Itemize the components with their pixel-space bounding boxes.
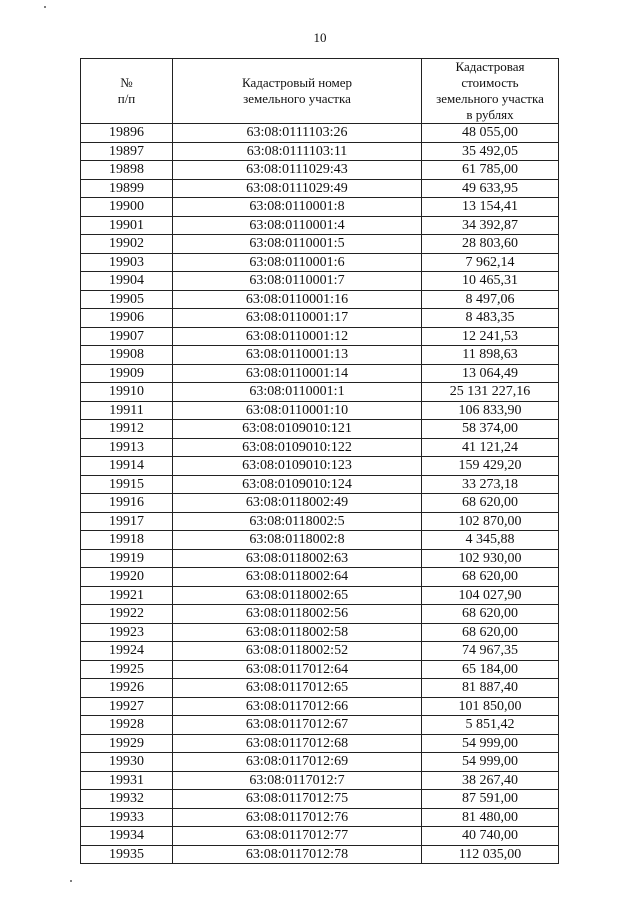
cadastral-value-cell: 33 273,18 <box>422 475 559 494</box>
cadastral-number-cell: 63:08:0110001:14 <box>173 364 422 383</box>
cadastral-number-cell: 63:08:0118002:49 <box>173 494 422 513</box>
table-row <box>81 494 559 513</box>
row-number-cell: 19930 <box>81 753 173 772</box>
table-row <box>81 660 559 679</box>
table-row <box>81 679 559 698</box>
table-row <box>81 272 559 291</box>
cadastral-number-cell: 63:08:0109010:123 <box>173 457 422 476</box>
row-number-cell: 19908 <box>81 346 173 365</box>
table-row <box>81 475 559 494</box>
row-number-cell: 19905 <box>81 290 173 309</box>
row-number-cell: 19935 <box>81 845 173 864</box>
cadastral-value-cell: 13 154,41 <box>422 198 559 217</box>
table-row <box>81 512 559 531</box>
table-row <box>81 808 559 827</box>
cadastral-number-cell: 63:08:0117012:66 <box>173 697 422 716</box>
table-row <box>81 697 559 716</box>
row-number-cell: 19925 <box>81 660 173 679</box>
cadastral-number-cell: 63:08:0110001:4 <box>173 216 422 235</box>
cadastral-number-cell: 63:08:0118002:56 <box>173 605 422 624</box>
cadastral-number-cell: 63:08:0117012:76 <box>173 808 422 827</box>
cadastral-value-cell: 104 027,90 <box>422 586 559 605</box>
cadastral-value-cell: 8 497,06 <box>422 290 559 309</box>
table-row <box>81 253 559 272</box>
row-number-cell: 19906 <box>81 309 173 328</box>
cadastral-number-cell: 63:08:0117012:64 <box>173 660 422 679</box>
table-row <box>81 568 559 587</box>
table-row <box>81 383 559 402</box>
row-number-cell: 19897 <box>81 142 173 161</box>
cadastral-value-cell: 10 465,31 <box>422 272 559 291</box>
cadastral-number-cell: 63:08:0111029:43 <box>173 161 422 180</box>
row-number-cell: 19920 <box>81 568 173 587</box>
table-row <box>81 457 559 476</box>
table-row <box>81 549 559 568</box>
cadastral-number-cell: 63:08:0118002:52 <box>173 642 422 661</box>
row-number-cell: 19898 <box>81 161 173 180</box>
table-row <box>81 235 559 254</box>
row-number-cell: 19927 <box>81 697 173 716</box>
cadastral-number-cell: 63:08:0109010:124 <box>173 475 422 494</box>
table-row <box>81 605 559 624</box>
table-row <box>81 734 559 753</box>
cadastral-value-cell: 54 999,00 <box>422 753 559 772</box>
cadastral-value-cell: 112 035,00 <box>422 845 559 864</box>
header-line: № <box>120 75 133 90</box>
cadastral-value-cell: 5 851,42 <box>422 716 559 735</box>
cadastral-number-cell: 63:08:0117012:65 <box>173 679 422 698</box>
row-number-cell: 19900 <box>81 198 173 217</box>
row-number-cell: 19901 <box>81 216 173 235</box>
table-row <box>81 401 559 420</box>
header-row-number <box>81 59 173 124</box>
cadastral-number-cell: 63:08:0118002:58 <box>173 623 422 642</box>
row-number-cell: 19931 <box>81 771 173 790</box>
row-number-cell: 19907 <box>81 327 173 346</box>
table-row <box>81 198 559 217</box>
row-number-cell: 19903 <box>81 253 173 272</box>
cadastral-value-cell: 58 374,00 <box>422 420 559 439</box>
row-number-cell: 19912 <box>81 420 173 439</box>
row-number-cell: 19924 <box>81 642 173 661</box>
cadastral-number-cell: 63:08:0109010:121 <box>173 420 422 439</box>
row-number-cell: 19914 <box>81 457 173 476</box>
cadastral-value-cell: 81 887,40 <box>422 679 559 698</box>
cadastral-number-cell: 63:08:0110001:17 <box>173 309 422 328</box>
cadastral-number-cell: 63:08:0118002:64 <box>173 568 422 587</box>
cadastral-value-cell: 40 740,00 <box>422 827 559 846</box>
row-number-cell: 19918 <box>81 531 173 550</box>
cadastral-number-cell: 63:08:0117012:67 <box>173 716 422 735</box>
row-number-cell: 19904 <box>81 272 173 291</box>
table-row <box>81 642 559 661</box>
table-row <box>81 420 559 439</box>
cadastral-value-cell: 34 392,87 <box>422 216 559 235</box>
header-line: Кадастровый номер <box>241 75 353 90</box>
cadastral-value-cell: 35 492,05 <box>422 142 559 161</box>
cadastral-number-cell: 63:08:0110001:16 <box>173 290 422 309</box>
cadastral-number-cell: 63:08:0110001:12 <box>173 327 422 346</box>
cadastral-number-cell: 63:08:0110001:1 <box>173 383 422 402</box>
row-number-cell: 19899 <box>81 179 173 198</box>
cadastral-value-cell: 106 833,90 <box>422 401 559 420</box>
row-number-cell: 19923 <box>81 623 173 642</box>
cadastral-value-cell: 68 620,00 <box>422 623 559 642</box>
header-line: земельного участка <box>436 91 544 106</box>
table-row <box>81 753 559 772</box>
cadastral-number-cell: 63:08:0118002:8 <box>173 531 422 550</box>
row-number-cell: 19929 <box>81 734 173 753</box>
cadastral-number-cell: 63:08:0111103:11 <box>173 142 422 161</box>
cadastral-value-cell: 74 967,35 <box>422 642 559 661</box>
cadastral-number-cell: 63:08:0118002:63 <box>173 549 422 568</box>
cadastral-value-cell: 68 620,00 <box>422 568 559 587</box>
table-row <box>81 623 559 642</box>
table-row <box>81 179 559 198</box>
row-number-cell: 19915 <box>81 475 173 494</box>
cadastral-number-cell: 63:08:0118002:5 <box>173 512 422 531</box>
cadastral-value-cell: 54 999,00 <box>422 734 559 753</box>
cadastral-value-cell: 11 898,63 <box>422 346 559 365</box>
cadastral-value-cell: 101 850,00 <box>422 697 559 716</box>
row-number-cell: 19911 <box>81 401 173 420</box>
header-line: Кадастровая стоимость <box>455 59 525 90</box>
cadastral-value-cell: 61 785,00 <box>422 161 559 180</box>
table-row <box>81 438 559 457</box>
cadastral-number-cell: 63:08:0109010:122 <box>173 438 422 457</box>
row-number-cell: 19919 <box>81 549 173 568</box>
cadastral-number-cell: 63:08:0110001:7 <box>173 272 422 291</box>
table-row <box>81 290 559 309</box>
header-line: земельного участка <box>243 91 351 106</box>
cadastral-number-cell: 63:08:0117012:75 <box>173 790 422 809</box>
row-number-cell: 19916 <box>81 494 173 513</box>
table-row <box>81 161 559 180</box>
cadastral-value-cell: 65 184,00 <box>422 660 559 679</box>
row-number-cell: 19934 <box>81 827 173 846</box>
row-number-cell: 19932 <box>81 790 173 809</box>
cadastral-value-cell: 25 131 227,16 <box>422 383 559 402</box>
row-number-cell: 19909 <box>81 364 173 383</box>
row-number-cell: 19926 <box>81 679 173 698</box>
table-row <box>81 124 559 143</box>
table-row <box>81 771 559 790</box>
table-row <box>81 327 559 346</box>
header-line: в рублях <box>466 107 514 122</box>
cadastral-number-cell: 63:08:0110001:8 <box>173 198 422 217</box>
table-row <box>81 845 559 864</box>
header-line: п/п <box>117 91 136 106</box>
cadastral-value-cell: 102 930,00 <box>422 549 559 568</box>
table-row <box>81 142 559 161</box>
table-row <box>81 790 559 809</box>
cadastral-value-cell: 87 591,00 <box>422 790 559 809</box>
row-number-cell: 19910 <box>81 383 173 402</box>
cadastral-value-cell: 7 962,14 <box>422 253 559 272</box>
cadastral-value-cell: 159 429,20 <box>422 457 559 476</box>
cadastral-value-cell: 49 633,95 <box>422 179 559 198</box>
page-number: 10 <box>313 30 327 45</box>
cadastral-number-cell: 63:08:0110001:10 <box>173 401 422 420</box>
row-number-cell: 19917 <box>81 512 173 531</box>
row-number-cell: 19928 <box>81 716 173 735</box>
cadastral-value-cell: 48 055,00 <box>422 124 559 143</box>
header-cadastral-value <box>422 59 559 124</box>
cadastral-value-cell: 68 620,00 <box>422 494 559 513</box>
cadastral-number-cell: 63:08:0111103:26 <box>173 124 422 143</box>
cadastral-number-cell: 63:08:0117012:68 <box>173 734 422 753</box>
row-number-cell: 19933 <box>81 808 173 827</box>
cadastral-value-cell: 13 064,49 <box>422 364 559 383</box>
cadastral-value-cell: 4 345,88 <box>422 531 559 550</box>
table-row <box>81 827 559 846</box>
row-number-cell: 19922 <box>81 605 173 624</box>
table-row <box>81 716 559 735</box>
cadastral-number-cell: 63:08:0117012:69 <box>173 753 422 772</box>
table-row <box>81 364 559 383</box>
cadastral-value-cell: 81 480,00 <box>422 808 559 827</box>
cadastral-number-cell: 63:08:0110001:13 <box>173 346 422 365</box>
row-number-cell: 19921 <box>81 586 173 605</box>
table-body <box>81 124 559 864</box>
cadastral-number-cell: 63:08:0111029:49 <box>173 179 422 198</box>
scan-speck <box>70 880 72 882</box>
cadastral-value-cell: 12 241,53 <box>422 327 559 346</box>
cadastral-value-cell: 38 267,40 <box>422 771 559 790</box>
cadastral-number-cell: 63:08:0110001:5 <box>173 235 422 254</box>
table-row <box>81 216 559 235</box>
table-row <box>81 531 559 550</box>
cadastral-value-cell: 8 483,35 <box>422 309 559 328</box>
table-row <box>81 586 559 605</box>
cadastral-number-cell: 63:08:0110001:6 <box>173 253 422 272</box>
row-number-cell: 19896 <box>81 124 173 143</box>
cadastral-number-cell: 63:08:0117012:7 <box>173 771 422 790</box>
header-cadastral-number <box>173 59 422 124</box>
row-number-cell: 19902 <box>81 235 173 254</box>
cadastral-value-table <box>80 58 559 864</box>
cadastral-value-cell: 41 121,24 <box>422 438 559 457</box>
row-number-cell: 19913 <box>81 438 173 457</box>
cadastral-number-cell: 63:08:0117012:77 <box>173 827 422 846</box>
table-row <box>81 346 559 365</box>
cadastral-number-cell: 63:08:0117012:78 <box>173 845 422 864</box>
cadastral-value-cell: 68 620,00 <box>422 605 559 624</box>
cadastral-value-cell: 102 870,00 <box>422 512 559 531</box>
table-header-row <box>81 59 559 124</box>
cadastral-number-cell: 63:08:0118002:65 <box>173 586 422 605</box>
cadastral-value-cell: 28 803,60 <box>422 235 559 254</box>
table-row <box>81 309 559 328</box>
scan-speck <box>44 6 46 8</box>
